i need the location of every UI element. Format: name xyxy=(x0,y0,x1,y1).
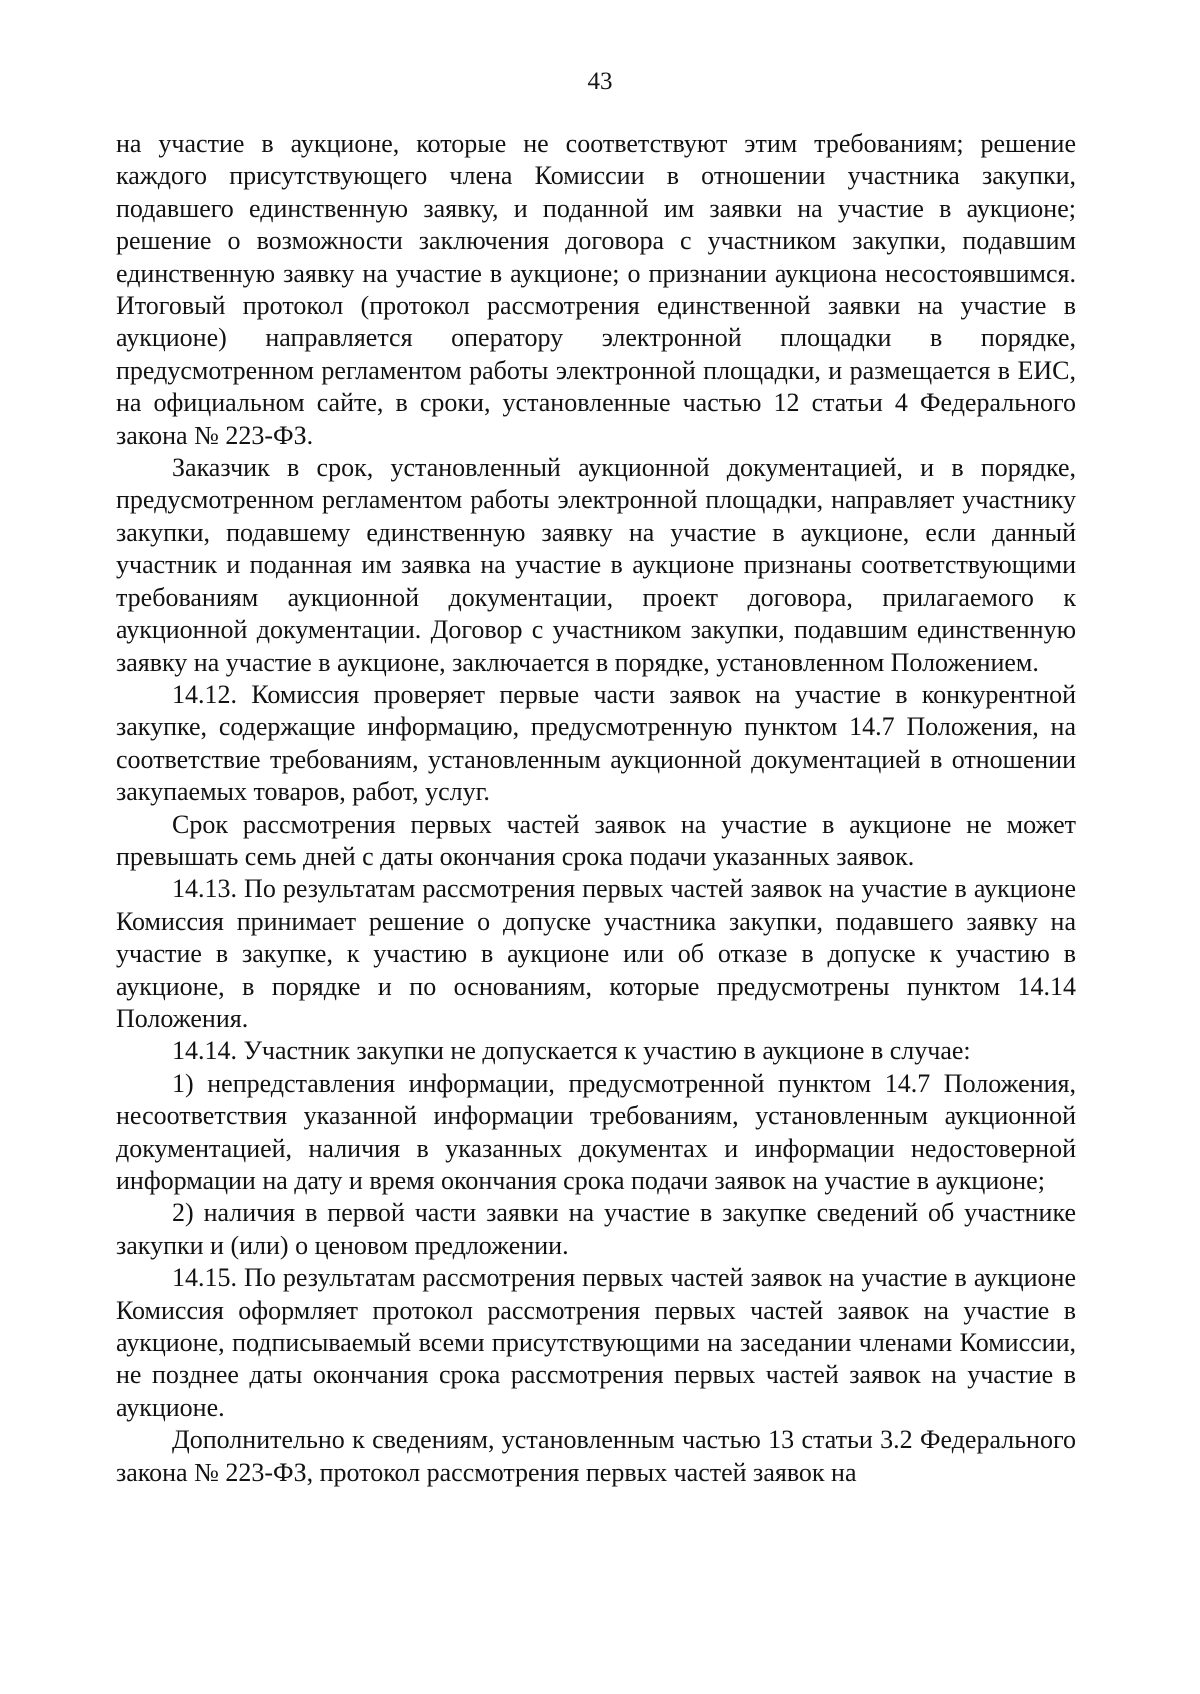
paragraph-final-protocol: на участие в аукционе, которые не соответствуют этим требованиям; решение каждого присутствующего члена Комиссии в отношении участника закупки, подавшего единственную заявку, и поданной им заявки на участие в аукционе; решение о возможности заключения договора с участником закупки, подавшим единственную заявку на участие в аукционе; о признании аукциона несостоявшимся. Итоговый протокол (протокол рассмотрения единственной заявки на участие в аукционе) направляется оператору электронной площадки в порядке, предусмотренном регламентом работы электронной площадки, и размещается в ЕИС, на официальном сайте, в сроки, установленные частью 12 статьи 4 Федерального закона № 223-ФЗ. xyxy=(116,129,1076,450)
document-body xyxy=(116,128,1076,1489)
paragraph-14-13: 14.13. По результатам рассмотрения первых частей заявок на участие в аукционе Комиссия принимает решение о допуске участника закупки, подавшего заявку на участие в закупке, к участию в аукционе или об отказе в допуске к участию в аукционе, в порядке и по основаниям, которые предусмотрены пунктом 14.14 Положения. xyxy=(116,874,1076,1033)
page-number: 43 xyxy=(587,68,613,95)
list-item-1: 1) непредставления информации, предусмотренной пунктом 14.7 Положения, несоответствия указанной информации требованиям, установленным аукционной документацией, наличия в указанных документах и информации недостоверной информации на дату и время окончания срока подачи заявок на участие в аукционе; xyxy=(116,1068,1076,1195)
paragraph-14-12: 14.12. Комиссия проверяет первые части заявок на участие в конкурентной закупке, содержащие информацию, предусмотренную пунктом 14.7 Положения, на соответствие требованиям, установленным аукционной документацией в отношении закупаемых товаров, работ, услуг. xyxy=(116,679,1076,807)
paragraph-customer-draft-contract: Заказчик в срок, установленный аукционной документацией, и в порядке, предусмотренном регламентом работы электронной площадки, направляет участнику закупки, подавшему единственную заявку на участие в аукционе, если данный участник и поданная им заявка на участие в аукционе признаны соответствующими требованиям аукционной документации, проект договора, прилагаемого к аукционной документации. Договор с участником закупки, подавшим единственную заявку на участие в аукционе, заключается в порядке, установленном Положением. xyxy=(116,453,1076,677)
paragraph-14-14: 14.14. Участник закупки не допускается к участию в аукционе в случае: xyxy=(172,1036,971,1066)
paragraph-review-period: Срок рассмотрения первых частей заявок на участие в аукционе не может превышать семь дней с даты окончания срока подачи указанных заявок. xyxy=(116,809,1076,871)
list-item-2: 2) наличия в первой части заявки на участие в закупке сведений об участнике закупки и (или) о ценовом предложении. xyxy=(116,1198,1076,1260)
paragraph-14-15: 14.15. По результатам рассмотрения первых частей заявок на участие в аукционе Комиссия оформляет протокол рассмотрения первых частей заявок на участие в аукционе, подписываемый всеми присутствующими на заседании членами Комиссии, не позднее даты окончания срока рассмотрения первых частей заявок на участие в аукционе. xyxy=(116,1263,1076,1422)
paragraph-additional-info: Дополнительно к сведениям, установленным частью 13 статьи 3.2 Федерального закона № 223-ФЗ, протокол рассмотрения первых частей заявок на xyxy=(116,1425,1076,1487)
